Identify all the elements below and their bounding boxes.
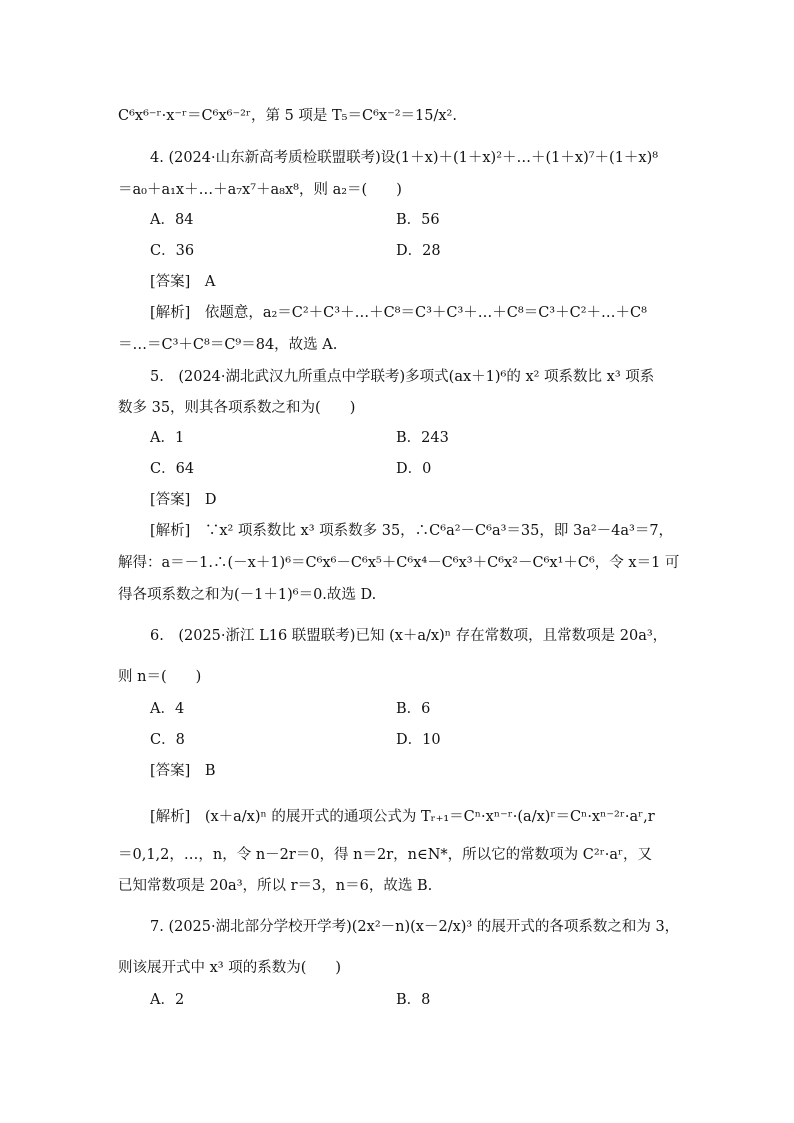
option: D．28 bbox=[396, 243, 441, 259]
question-6-stem-cont: 则 n＝( ) bbox=[118, 669, 202, 685]
option: C．36 bbox=[150, 243, 195, 259]
answer-label: [答案] A bbox=[150, 274, 216, 290]
option: A．2 bbox=[150, 992, 185, 1008]
analysis-text: [解析] ∵x² 项系数比 x³ 项系数多 35，∴C⁶a²－C⁶a³＝35，即 3a²－4a³＝7， bbox=[150, 523, 674, 539]
option: D．0 bbox=[396, 461, 432, 477]
option: A．4 bbox=[150, 701, 185, 717]
analysis-text: [解析] (x＋a/x)ⁿ 的展开式的通项公式为 Tᵣ₊₁＝Cⁿ·xⁿ⁻ʳ·(a/x)ʳ＝Cⁿ·xⁿ⁻²ʳ·aʳ,r bbox=[150, 809, 655, 825]
option: A．84 bbox=[150, 212, 194, 228]
option: A．1 bbox=[150, 430, 185, 446]
analysis-text: [解析] 依题意，a₂＝C²＋C³＋…＋C⁸＝C³＋C³＋…＋C⁸＝C³＋C²＋…＋C⁸ bbox=[150, 305, 647, 321]
question-4-stem-cont: ＝a₀＋a₁x＋…＋a₇x⁷＋a₈x⁸，则 a₂＝( ) bbox=[118, 182, 402, 198]
analysis-text: 已知常数项是 20a³，所以 r＝3，n＝6，故选 B. bbox=[118, 878, 433, 894]
answer-label: [答案] D bbox=[150, 492, 217, 508]
option: D．10 bbox=[396, 732, 441, 748]
option: C．64 bbox=[150, 461, 195, 477]
option: B．8 bbox=[396, 992, 431, 1008]
option: B．243 bbox=[396, 430, 449, 446]
question-7-stem-cont: 则该展开式中 x³ 项的系数为( ) bbox=[118, 960, 342, 976]
text-line: C⁶x⁶⁻ʳ·x⁻ʳ＝C⁶x⁶⁻²ʳ，第 5 项是 T₅＝C⁶x⁻²＝15/x². bbox=[118, 108, 457, 124]
analysis-text: 解得：a＝－1.∴(－x＋1)⁶＝C⁶x⁶－C⁶x⁵＋C⁶x⁴－C⁶x³＋C⁶x²－C⁶x¹＋C⁶，令 x＝1 可 bbox=[118, 555, 680, 571]
option: B．56 bbox=[396, 212, 440, 228]
question-6-stem: 6. (2025·浙江 L16 联盟联考)已知 (x＋a/x)ⁿ 存在常数项，且常数项是 20a³， bbox=[150, 628, 668, 644]
option: B．6 bbox=[396, 701, 431, 717]
analysis-text: ＝0,1,2，…，n，令 n－2r＝0，得 n＝2r，n∈N*，所以它的常数项为 C²ʳ·aʳ，又 bbox=[118, 847, 653, 863]
analysis-text: ＝…＝C³＋C⁸＝C⁹＝84，故选 A. bbox=[118, 337, 338, 353]
question-4-stem: 4. (2024·山东新高考质检联盟联考)设(1＋x)＋(1＋x)²＋…＋(1＋x)⁷＋(1＋x)⁸ bbox=[150, 150, 659, 166]
answer-label: [答案] B bbox=[150, 763, 216, 779]
question-5-stem: 5. (2024·湖北武汉九所重点中学联考)多项式(ax＋1)⁶的 x² 项系数比 x³ 项系 bbox=[150, 369, 655, 385]
analysis-text: 得各项系数之和为(－1＋1)⁶＝0.故选 D. bbox=[118, 587, 377, 603]
question-7-stem: 7. (2025·湖北部分学校开学考)(2x²－n)(x－2/x)³ 的展开式的各项系数之和为 3， bbox=[150, 919, 680, 935]
question-5-stem-cont: 数多 35，则其各项系数之和为( ) bbox=[118, 400, 356, 416]
option: C．8 bbox=[150, 732, 185, 748]
